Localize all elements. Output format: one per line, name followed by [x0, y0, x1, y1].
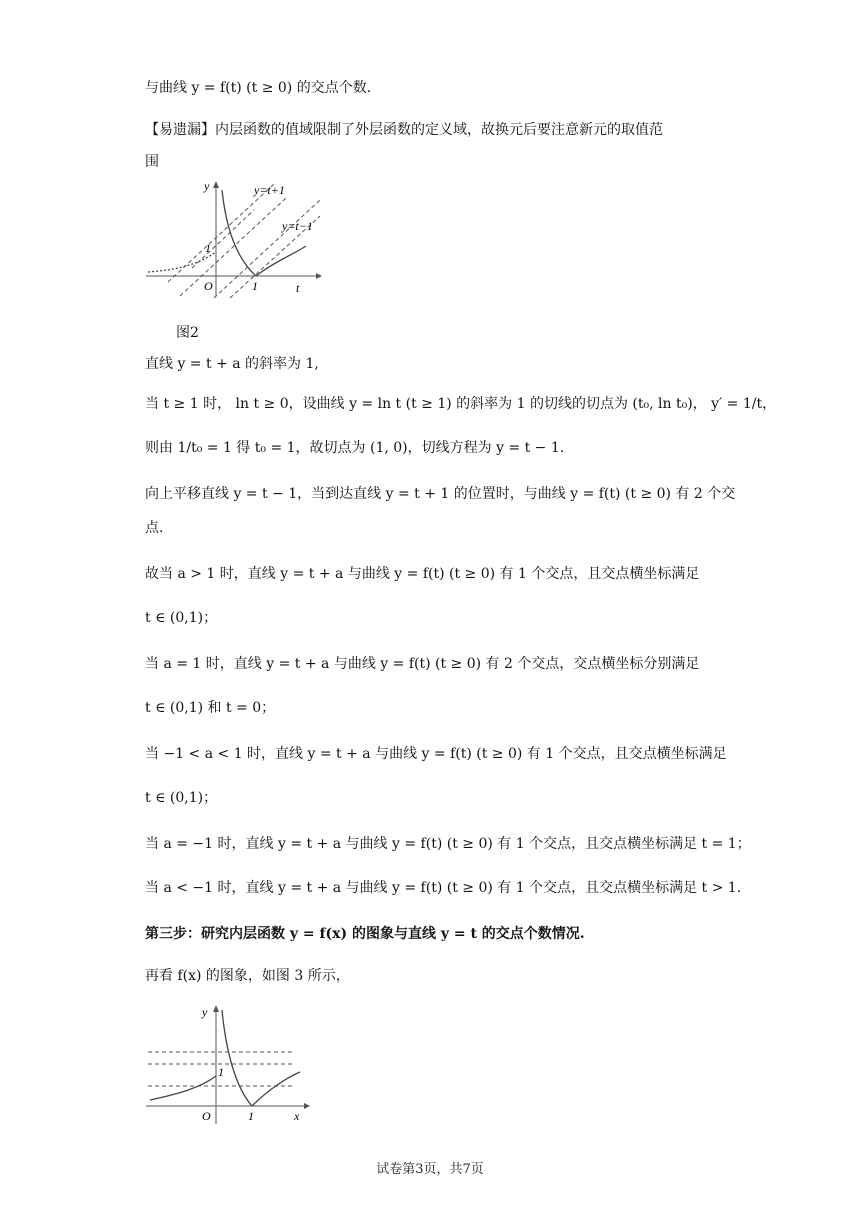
- text-line-8: 点.: [145, 520, 164, 536]
- text-line-11: 当 a = 1 时，直线 y = t + a 与曲线 y = f(t) (t ≥ 0) 有 2 个交点，交点横坐标分别满足: [145, 656, 700, 672]
- text-line-12: t ∈ (0,1) 和 t = 0；: [145, 700, 276, 716]
- section-heading-step3: 第三步：研究内层函数 y = f(x) 的图象与直线 y = t 的交点个数情况.: [145, 926, 585, 942]
- text-line-14: t ∈ (0,1)；: [145, 790, 218, 806]
- fig2-lower-line-label: y=t−1: [282, 219, 313, 233]
- text-line-16: 当 a < −1 时，直线 y = t + a 与曲线 y = f(t) (t ≥ 0) 有 1 个交点，且交点横坐标满足 t > 1.: [145, 880, 742, 896]
- fig2-one-y-label: 1: [205, 241, 211, 255]
- fig3-y-label: y: [202, 1005, 208, 1019]
- fig3-one-x-label: 1: [248, 1109, 254, 1123]
- fig2-y-label: y: [204, 179, 210, 193]
- fig2-one-x-label: 1: [252, 279, 258, 293]
- page-footer: 试卷第3页，共7页: [376, 1162, 484, 1177]
- text-line-7: 向上平移直线 y = t − 1，当到达直线 y = t + 1 的位置时，与曲线 y = f(t) (t ≥ 0) 有 2 个交: [145, 486, 736, 502]
- text-line-3: 围: [145, 154, 159, 170]
- figure-2: [144, 178, 324, 300]
- text-line-10: t ∈ (0,1)；: [145, 610, 218, 626]
- figure-2-caption: 图2: [176, 325, 199, 341]
- text-line-1: 与曲线 y = f(t) (t ≥ 0) 的交点个数.: [145, 80, 372, 96]
- fig2-upper-line-label: y=t+1: [254, 183, 285, 197]
- fig2-origin-label: O: [204, 279, 213, 293]
- text-line-13: 当 −1 < a < 1 时，直线 y = t + a 与曲线 y = f(t) (t ≥ 0) 有 1 个交点，且交点横坐标满足: [145, 746, 727, 762]
- fig3-one-y-label: 1: [218, 1065, 224, 1079]
- figure-3: [144, 1002, 314, 1126]
- fig3-origin-label: O: [202, 1109, 211, 1123]
- text-line-4: 直线 y = t + a 的斜率为 1,: [145, 356, 319, 372]
- text-line-2: 【易遗漏】内层函数的值域限制了外层函数的定义域，故换元后要注意新元的取值范: [145, 122, 663, 138]
- text-line-18: 再看 f(x) 的图象，如图 3 所示，: [145, 968, 350, 984]
- fig3-x-label: x: [294, 1109, 300, 1123]
- fig2-t-label: t: [296, 281, 300, 295]
- text-line-15: 当 a = −1 时，直线 y = t + a 与曲线 y = f(t) (t ≥ 0) 有 1 个交点，且交点横坐标满足 t = 1；: [145, 836, 751, 852]
- text-line-6: 则由 1/t₀ = 1 得 t₀ = 1，故切点为 (1, 0)，切线方程为 y = t − 1.: [145, 440, 565, 456]
- text-line-9: 故当 a > 1 时，直线 y = t + a 与曲线 y = f(t) (t ≥ 0) 有 1 个交点，且交点横坐标满足: [145, 566, 700, 582]
- text-line-5: 当 t ≥ 1 时， ln t ≥ 0，设曲线 y = ln t (t ≥ 1) 的斜率为 1 的切线的切点为 (t₀, ln t₀)， y′ = 1/t，: [145, 396, 777, 412]
